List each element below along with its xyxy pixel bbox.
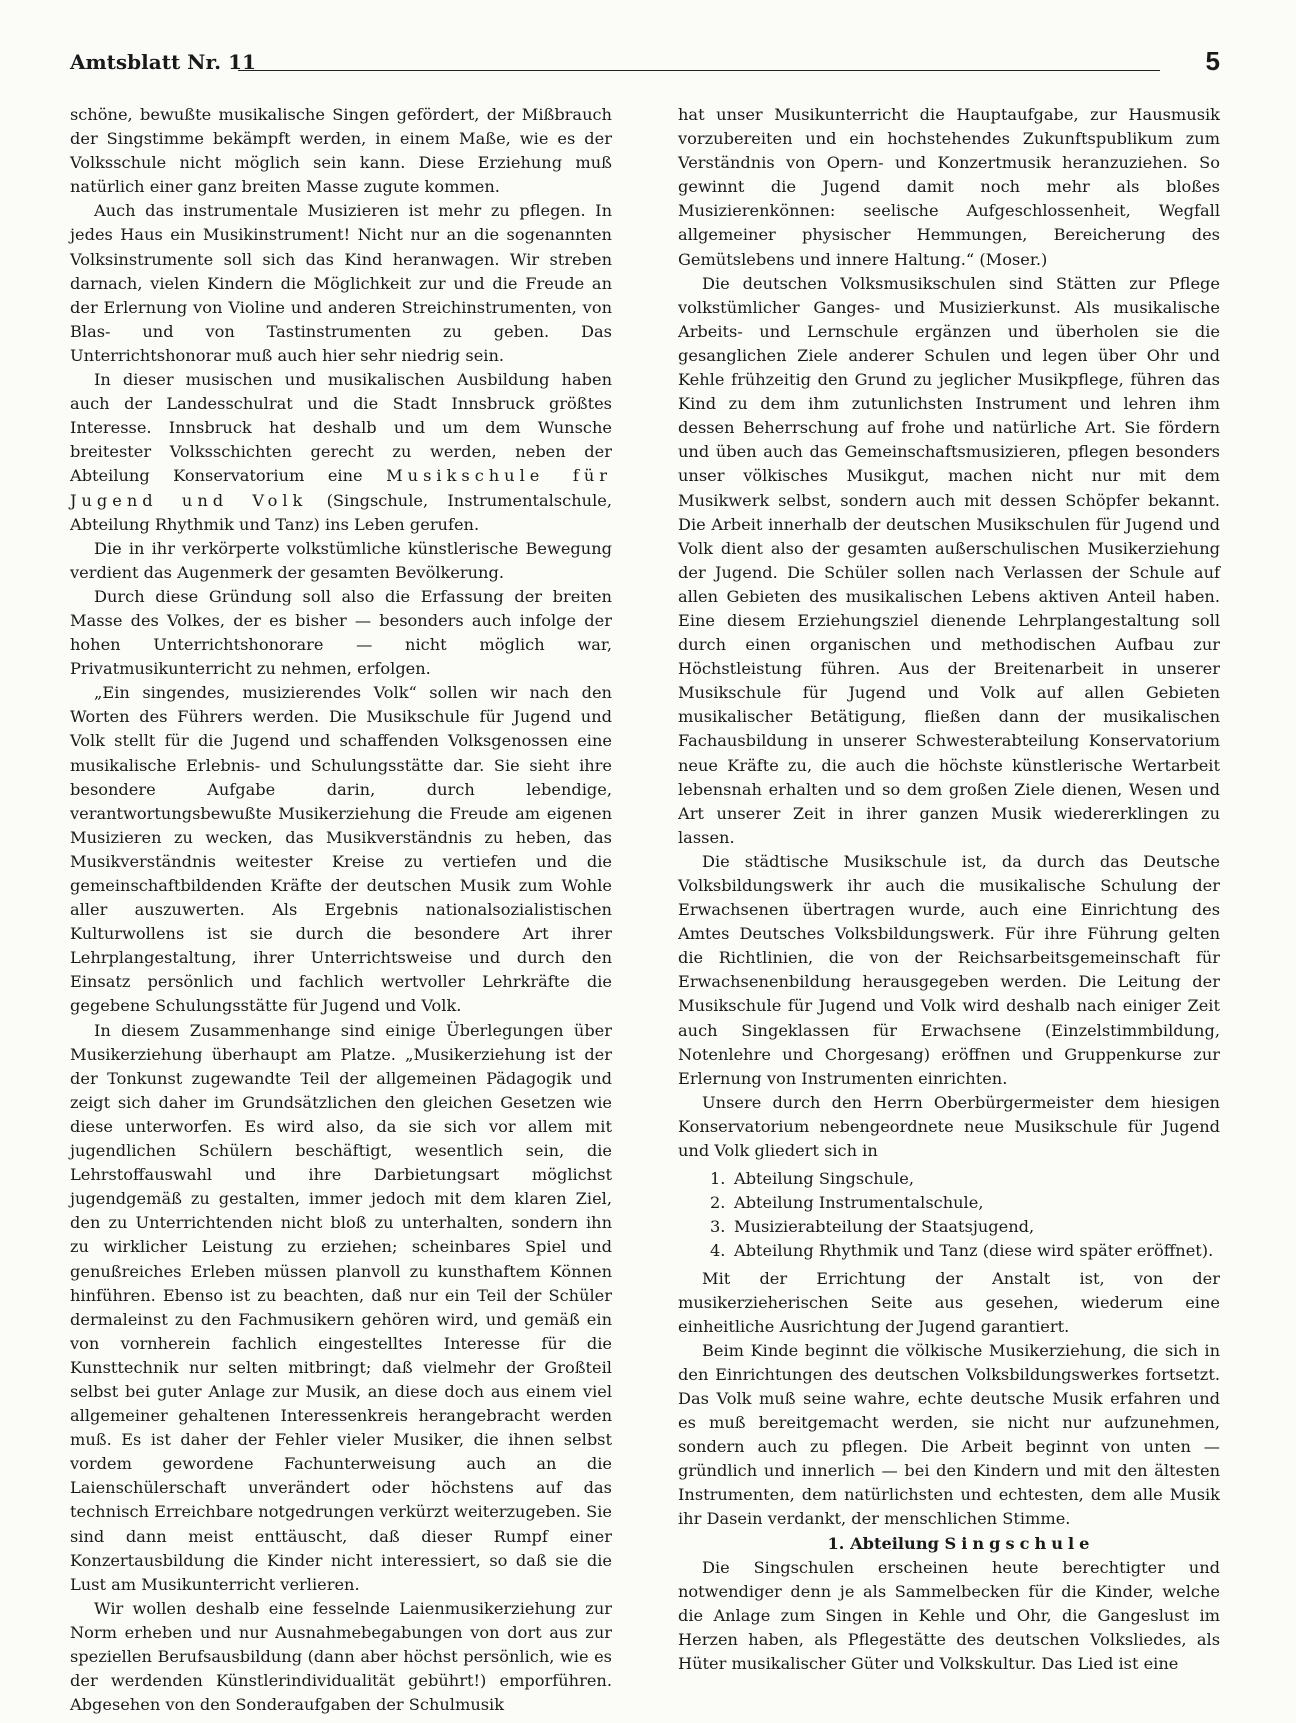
paragraph	[70, 368, 612, 537]
paragraph: Durch diese Gründung soll also die Erfassung der breiten Masse des Volkes, der es bisher — besonders auch infolge der hohen Unterrichtshonorare — nicht möglich war, Privatmusikunterricht zu nehmen, erfolgen.	[70, 586, 612, 679]
paragraph: hat unser Musikunterricht die Hauptaufgabe, zur Hausmusik vorzubereiten und ein hochstehendes Zukunftspublikum zum Verständnis von Opern- und Konzertmusik heranzuziehen. So gewinnt die Jugend damit noch mehr als bloßes Musizierenkönnen: seelische Aufgeschlossenheit, Wegfall allgemeiner physischer Hemmungen, Bereicherung des Gemütslebens und innere Haltung.“ (Moser.)	[678, 105, 1220, 269]
right-column	[678, 103, 1220, 1676]
paragraph: Wir wollen deshalb eine fesselnde Laienmusikerziehung zur Norm erheben und nur Ausnahmebegabungen von dort aus zur speziellen Berufsausbildung (dann aber höchst persönlich, wie es der werdenden Künstlerindividualität gebührt!) emporführen. Abgesehen von den Sonderaufgaben der Schulmusik	[70, 1598, 612, 1715]
list-text: Musizierabteilung der Staatsjugend,	[734, 1217, 1035, 1237]
paragraph-text: (Singschule, Instrumentalschule, Abteilung Rhythmik und Tanz) ins Leben gerufen.	[70, 490, 612, 534]
list-text: Abteilung Singschule,	[734, 1169, 915, 1189]
list-item	[678, 1167, 1220, 1191]
paragraph: Auch das instrumentale Musizieren ist mehr zu pflegen. In jedes Haus ein Musikinstrument! Nicht nur an die sogenannten Volksinstrumente soll sich das Kind heranwagen. Wir streben darnach, vielen Kindern die Möglichkeit zur und die Freude an der Erlernung von Violine und anderen Streichinstrumenten, von Blas- und von Tastinstrumenten zu geben. Das Unterrichtshonorar muß auch hier sehr niedrig sein.	[70, 201, 612, 365]
paragraph: Die in ihr verkörperte volkstümliche künstlerische Bewegung verdient das Augenmerk der gesamten Bevölkerung.	[70, 538, 612, 582]
paragraph: schöne, bewußte musikalische Singen gefördert, der Mißbrauch der Singstimme bekämpft werden, in einem Maße, wie es der Volksschule nicht möglich sein kann. Diese Erziehung muß natürlich einer ganz breiten Masse zugute kommen.	[70, 105, 612, 197]
list-item	[678, 1191, 1220, 1215]
department-list	[678, 1167, 1220, 1263]
paragraph: Die städtische Musikschule ist, da durch das Deutsche Volksbildungswerk ihr auch die musikalische Schulung der Erwachsenen übertragen wurde, auch eine Einrichtung des Amtes Deutsches Volksbildungswerk. Für ihre Führung gelten die Richtlinien, die von der Reichsarbeitsgemeinschaft für Erwachsenenbildung herausgegeben werden. Die Leitung der Musikschule für Jugend und Volk wird deshalb nach einiger Zeit auch Singeklassen für Erwachsene (Einzelstimmbildung, Notenlehre und Chorgesang) eröffnen und Gruppenkurse zur Erlernung von Instrumenten einrichten.	[678, 851, 1220, 1088]
paragraph: Die Singschulen erscheinen heute berechtigter und notwendiger denn je als Sammelbecken für die Kinder, welche die Anlage zum Singen in Kehle und Ohr, die Gangeslust im Herzen haben, als Pflegestätte des deutschen Volksliedes, als Hüter musikalischer Güter und Volkskultur. Das Lied ist eine	[678, 1557, 1220, 1673]
paragraph-text: In dieser musischen und musikalischen Ausbildung haben auch der Landesschulrat und die Stadt Innsbruck größtes Interesse. Innsbruck hat deshalb und um dem Wunsche breitester Volksschichten gerecht zu werden, neben der Abteilung Konservatorium eine	[70, 370, 612, 486]
paragraph: In diesem Zusammenhange sind einige Überlegungen über Musikerziehung überhaupt am Platze. „Musikerziehung ist der der Tonkunst zugewandte Teil der allgemeinen Pädagogik und zeigt sich daher im Grundsätzlichen den gleichen Gesetzen wie diese unterworfen. Es wird also, da sie sich vor allem mit jugendlichen Schülern beschäftigt, wesentlich sein, die Lehrstoffauswahl und ihre Darbietungsart möglichst jugendgemäß zu gestalten, immer jedoch mit dem klaren Ziel, den zu Unterrichtenden nicht bloß zu unterhalten, sondern ihn zu wirklicher Leistung zu erziehen; scheinbares Spiel und genußreiches Erleben müssen planvoll zu kunsthaftem Können hinführen. Ebenso ist zu beachten, daß nur ein Teil der Schüler dermaleinst zu den Fachmusikern gehören wird, und gemäß ein von vornherein fachlich eingestelltes Interesse für die Kunsttechnik nur selten mitbringt; daß vielmehr der Großteil selbst bei guter Anlage zur Musik, an diese doch aus einem viel allgemeiner gehaltenen Interessenkreis herangebracht werden muß. Es ist daher der Fehler vieler Musiker, die ihnen selbst vordem gewordene Fachunterweisung auch an die Laienschülerschaft unverändert oder höchstens auf das technisch Erreichbare notgedrungen verkürzt weiterzugeben. Sie sind dann meist enttäuscht, daß dieser Rumpf einer Konzertausbildung die Kinder nicht interessiert, so daß sie die Lust am Musikunterricht verlieren.	[70, 1020, 612, 1594]
paragraph: Die deutschen Volksmusikschulen sind Stätten zur Pflege volkstümlicher Ganges- und Musizierkunst. Als musikalische Arbeits- und Lernschule ergänzen und überholen sie die gesanglichen Ziele anderer Schulen und legen über Ohr und Kehle frühzeitig den Grund zu jeglicher Musikpflege, führen das Kind zu dem ihm zutunlichsten Instrument und lehren ihm dessen Beherrschung auf frohe und natürliche Art. Sie fördern und üben auch das Gemeinschaftsmusizieren, pflegen besonders unser völkisches Musikgut, machen nicht nur mit dem Musikwerk selbst, sondern auch mit dessen Schöpfer bekannt. Die Arbeit innerhalb der deutschen Musikschulen für Jugend und Volk dient also der gesamten außerschulischen Musikerziehung der Jugend. Die Schüler sollen nach Verlassen der Schule auf allen Gebieten des musikalischen Lebens aktiven Anteil haben. Eine diesem Erziehungsziel dienende Lehrplangestaltung soll durch einen organischen und methodischen Aufbau zur Höchstleistung führen. Aus der Breitenarbeit in unserer Musikschule für Jugend und Volk auf allen Gebieten musikalischer Betätigung, fließen dann der musikalischen Fachausbildung in unserer Schwesterabteilung Konservatorium neue Kräfte zu, die auch die höchste künstlerische Wertarbeit lebensnah erhalten und so dem großen Ziele dienen, Wesen und Art unserer Zeit in ihrer ganzen Musik wiedererklingen zu lassen.	[678, 273, 1220, 847]
section-number: 1.	[827, 1533, 845, 1553]
section-label: Abteilung	[850, 1533, 939, 1553]
section-heading	[678, 1532, 1220, 1556]
list-number: 4.	[710, 1241, 726, 1261]
school-name-spaced: Musikschule für Jugend und Volk	[70, 466, 612, 510]
list-text: Abteilung Instrumentalschule,	[734, 1193, 984, 1213]
list-number: 3.	[710, 1217, 726, 1237]
page-header	[70, 46, 1220, 78]
list-item	[678, 1239, 1220, 1263]
publication-title: Amtsblatt Nr. 11	[70, 50, 256, 74]
left-column	[70, 103, 612, 1717]
page-number: 5	[1205, 46, 1220, 76]
paragraph: Mit der Errichtung der Anstalt ist, von der musikerzieherischen Seite aus gesehen, wiederum eine einheitliche Ausrichtung der Jugend garantiert.	[678, 1268, 1220, 1336]
list-number: 1.	[710, 1169, 726, 1189]
list-text: Abteilung Rhythmik und Tanz (diese wird später eröffnet).	[734, 1241, 1214, 1261]
section-title-spaced: Singschule	[944, 1533, 1095, 1553]
paragraph: Unsere durch den Herrn Oberbürgermeister dem hiesigen Konservatorium nebengeordnete neue Musikschule für Jugend und Volk gliedert sich in	[678, 1092, 1220, 1161]
list-number: 2.	[710, 1193, 726, 1213]
header-rule	[238, 70, 1160, 71]
paragraph: „Ein singendes, musizierendes Volk“ sollen wir nach den Worten des Führers werden. Die Musikschule für Jugend und Volk stellt für die Jugend und schaffenden Volksgenossen eine musikalische Erlebnis- und Schulungsstätte dar. Sie sieht ihre besondere Aufgabe darin, durch lebendige, verantwortungsbewußte Musikerziehung die Freude am eigenen Musizieren zu wecken, das Musikverständnis zu heben, das Musikverständnis weitester Kreise zu vertiefen und die gemeinschaftbildenden Kräfte der deutschen Musik zum Wohle aller auszuwerten. Als Ergebnis nationalsozialistischen Kulturwollens ist sie durch die besondere Art ihrer Lehrplangestaltung, ihrer Unterrichtsweise und durch den Einsatz persönlich und fachlich wertvoller Lehrkräfte die gegebene Schulungsstätte für Jugend und Volk.	[70, 683, 612, 1016]
paragraph: Beim Kinde beginnt die völkische Musikerziehung, die sich in den Einrichtungen des deutschen Volksbildungswerkes fortsetzt. Das Volk muß seine wahre, echte deutsche Musik erfahren und es muß bereitgemacht werden, sie nicht nur aufzunehmen, sondern auch zu pflegen. Die Arbeit beginnt von unten — gründlich und innerlich — bei den Kindern und mit den ältesten Instrumenten, dem natürlichsten und echtesten, dem alle Musik ihr Dasein verdankt, der menschlichen Stimme.	[678, 1340, 1220, 1529]
list-item	[678, 1215, 1220, 1239]
